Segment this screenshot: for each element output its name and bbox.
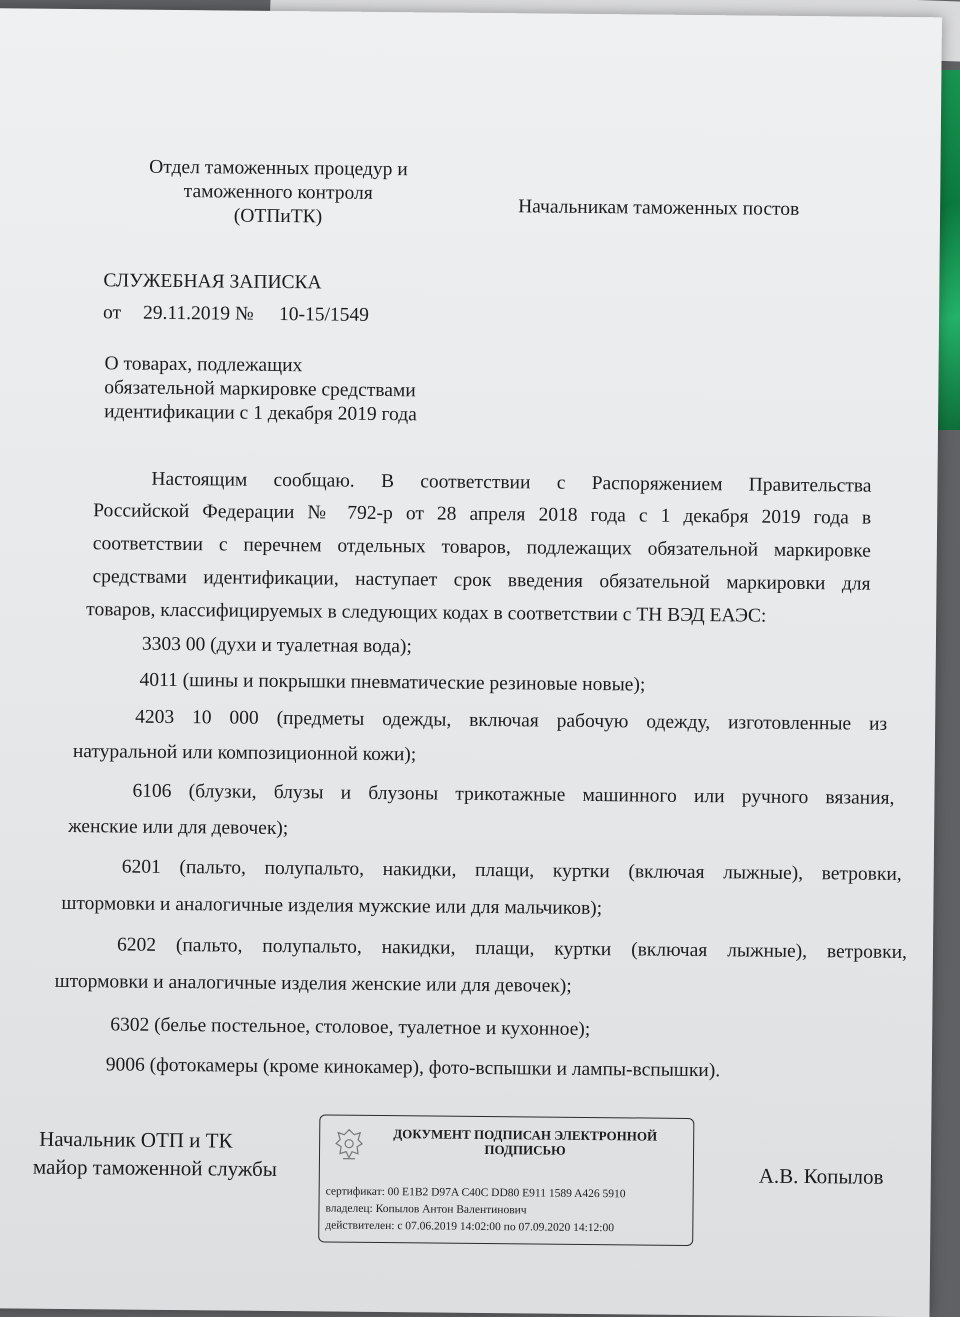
code-item-continuation: натуральной или композиционной кожи);	[72, 741, 417, 766]
memo-date: 29.11.2019	[142, 302, 231, 325]
stamp-owner: владелец: Копылов Антон Валентинович	[325, 1202, 527, 1217]
body-line: средствами идентификации, наступает срок введения обязательной маркировки для	[92, 566, 871, 595]
code-item-continuation: штормовки и аналогичные изделия женские или для девочек);	[54, 970, 572, 997]
stamp-certificate: сертификат: 00 E1B2 D97A C40C DD80 E911 1589 A426 5910	[325, 1185, 626, 1201]
code-item: 6202 (пальто, полупальто, накидки, плащи, куртки (включая лыжные), ветровки,	[116, 934, 908, 964]
code-item: 6302 (белье постельное, столовое, туалетное и кухонное);	[110, 1014, 591, 1041]
department-line: Отдел таможенных процедур и	[149, 156, 408, 181]
subject-line: О товарах, подлежащих	[104, 353, 303, 377]
stamp-title-line: ПОДПИСЬЮ	[484, 1141, 566, 1158]
signer-position-line: Начальник ОТП и ТК	[39, 1126, 233, 1153]
code-item: 6201 (пальто, полупальто, накидки, плащи, куртки (включая лыжные), ветровки,	[121, 856, 902, 885]
document-page	[0, 8, 942, 1317]
department-line: (ОТПиТК)	[233, 205, 323, 228]
stamp-title	[360, 1126, 690, 1159]
code-item: 4011 (шины и покрышки пневматические резиновые новые);	[139, 669, 646, 696]
memo-number: 10-15/1549	[278, 303, 370, 326]
electronic-signature-stamp	[318, 1114, 694, 1246]
code-item-continuation: штормовки и аналогичные изделия мужские или для мальчиков);	[61, 892, 603, 920]
body-line: Настоящим сообщаю. В соответствии с Распоряжением Правительства	[151, 468, 872, 497]
body-line: товаров, классифицируемых в следующих кодах в соответствии с ТН ВЭД ЕАЭС:	[86, 599, 767, 627]
code-item-continuation: женские или для девочек);	[68, 815, 289, 840]
department-line: таможенного контроля	[183, 181, 373, 204]
memo-title: СЛУЖЕБНАЯ ЗАПИСКА	[103, 270, 322, 294]
subject-line: обязательной маркировке средствами	[104, 377, 416, 402]
addressee: Начальникам таможенных постов	[518, 196, 800, 220]
subject-line: идентификации с 1 декабря 2019 года	[104, 401, 417, 426]
body-line: соответствии с перечнем отдельных товаров, подлежащих обязательной маркировке	[92, 533, 871, 562]
signer-position-line: майор таможенной службы	[32, 1154, 278, 1181]
body-line: Российской Федерации № 792-р от 28 апреля 2018 года с 1 декабря 2019 года в	[93, 500, 872, 529]
code-item: 4203 10 000 (предметы одежды, включая рабочую одежду, изготовленные из	[135, 706, 888, 735]
code-item: 3303 00 (духи и туалетная вода);	[141, 633, 412, 658]
code-item: 9006 (фотокамеры (кроме кинокамер), фото-вспышки и лампы-вспышки).	[105, 1054, 721, 1082]
stamp-validity: действителен: с 07.06.2019 14:02:00 по 07.09.2020 14:12:00	[325, 1219, 615, 1235]
department-header	[128, 156, 429, 231]
code-item: 6106 (блузки, блузы и блузоны трикотажные машинного или ручного вязания,	[132, 780, 895, 809]
signer-name: А.В. Копылов	[758, 1163, 884, 1189]
stamp-title-line: ДОКУМЕНТ ПОДПИСАН ЭЛЕКТРОННОЙ	[393, 1126, 658, 1144]
number-sign: №	[234, 303, 254, 325]
date-prefix: от	[102, 302, 122, 324]
